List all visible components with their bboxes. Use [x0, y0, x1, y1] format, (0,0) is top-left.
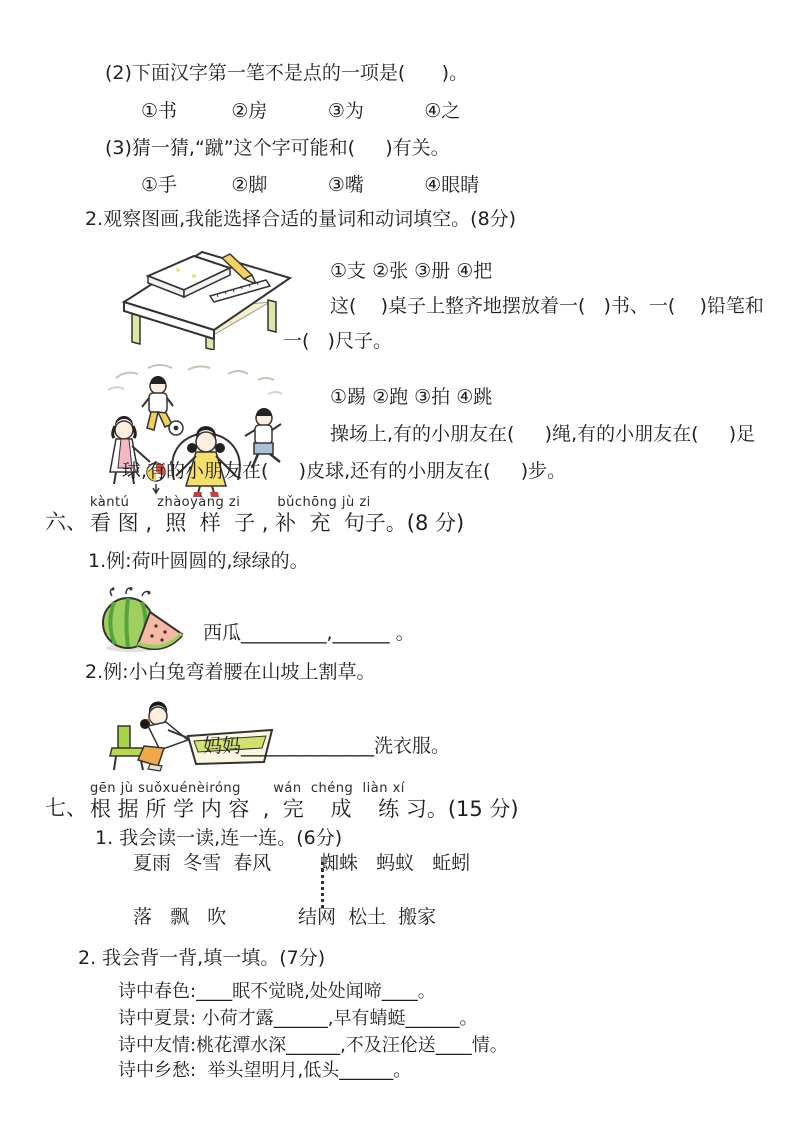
- section-seven-pinyin: gēn jù suǒxuénèiróng wán chéng liàn xí: [90, 781, 405, 796]
- matching-left-bottom: 落 飘 吹: [133, 906, 227, 928]
- watermelon-illustration: [90, 586, 190, 658]
- section-seven-item1-title: 1. 我会读一读,连一连。(6分): [95, 827, 343, 849]
- matching-right-top: 蜘蛛 蚂蚁 蚯蚓: [320, 852, 471, 874]
- question-2-title: 2.观察图画,我能选择合适的量词和动词填空。(8分): [85, 208, 517, 230]
- watermelon-fill-sentence: 西瓜_________,______ 。: [203, 622, 415, 644]
- section-six-item1-example: 1.例:荷叶圆圆的,绿绿的。: [88, 550, 309, 572]
- section-six-pinyin: kàntú zhàoyàng zi bǔchōng jù zi: [90, 495, 371, 510]
- desk-illustration: [118, 238, 298, 354]
- example-connection-line: [321, 862, 324, 908]
- question-2-2-options: ①书 ②房 ③为 ④之: [141, 100, 461, 122]
- desk-with-book-pencil-ruler-drawing: [118, 238, 298, 350]
- measure-word-options: ①支 ②张 ③册 ④把: [330, 260, 493, 282]
- matching-left-top: 夏雨 冬雪 春风: [133, 852, 272, 874]
- matching-right-bottom: 结网 松土 搬家: [298, 906, 437, 928]
- playground-sentence-line2: 球,有的小朋友在( )皮球,还有的小朋友在( )步。: [122, 460, 567, 482]
- poem-line-homesick: 诗中乡愁: 举头望明月,低头______。: [118, 1060, 412, 1081]
- section-seven-item2-title: 2. 我会背一背,填一填。(7分): [78, 947, 326, 969]
- poem-line-summer: 诗中夏景: 小荷才露______,早有蜻蜓______。: [118, 1008, 478, 1029]
- question-2-3-options: ①手 ②脚 ③嘴 ④眼睛: [141, 174, 480, 196]
- desk-sentence-line1: 这( )桌子上整齐地摆放着一( )书、一( )铅笔和: [330, 295, 764, 317]
- poem-line-friendship: 诗中友情:桃花潭水深______,不及汪伦送____情。: [118, 1035, 508, 1056]
- section-six-number: 六、: [45, 510, 87, 534]
- question-2-3-prompt: (3)猜一猜,“蹴”这个字可能和( )有关。: [105, 137, 450, 159]
- mother-fill-sentence: 妈妈______________洗衣服。: [203, 735, 451, 757]
- question-2-2-prompt: (2)下面汉字第一笔不是点的一项是( )。: [105, 62, 468, 84]
- verb-options: ①踢 ②跑 ③拍 ④跳: [330, 386, 493, 408]
- section-six-title: 看 图 , 照 样 子 , 补 充 句子。(8 分): [90, 511, 465, 535]
- watermelon-drawing: [90, 586, 190, 654]
- section-six-item2-example: 2.例:小白兔弯着腰在山坡上割草。: [85, 661, 376, 683]
- playground-sentence-line1: 操场上,有的小朋友在( )绳,有的小朋友在( )足: [330, 423, 756, 445]
- section-seven-title: 根 据 所 学 内 容 , 完 成 练 习。(15 分): [90, 797, 519, 821]
- desk-sentence-line2: 一( )尺子。: [283, 330, 392, 352]
- poem-line-spring: 诗中春色:____眠不觉晓,处处闻啼____。: [118, 981, 436, 1002]
- section-seven-number: 七、: [45, 796, 87, 820]
